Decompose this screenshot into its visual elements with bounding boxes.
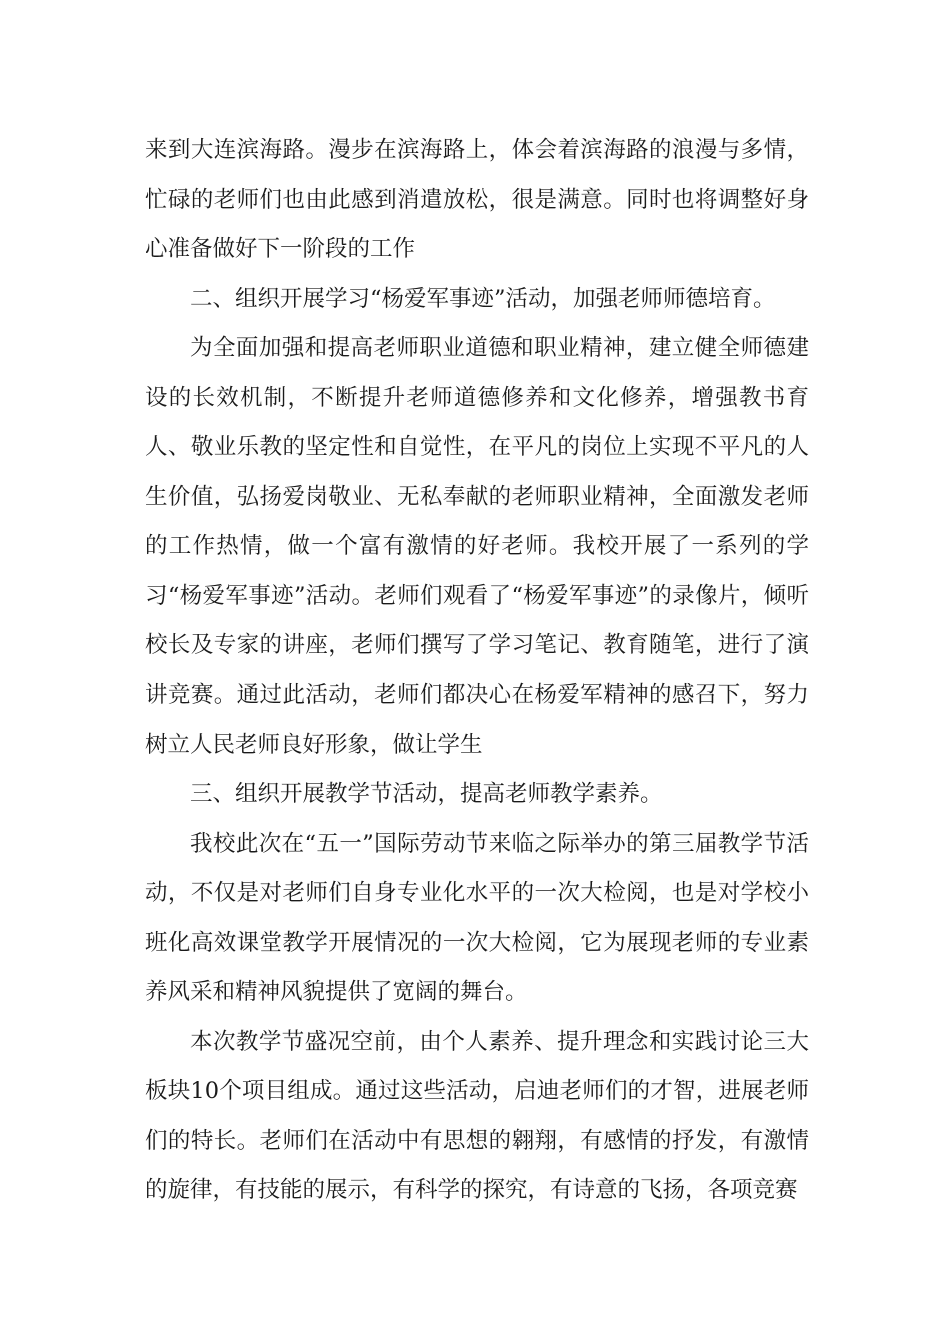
document-body (145, 126, 809, 1216)
section-heading: 二、组织开展学习“杨爱军事迹”活动，加强老师师德培育。 (190, 285, 776, 312)
body-paragraph: 来到大连滨海路。漫步在滨海路上，体会着滨海路的浪漫与多情，忙碌的老师们也由此感到消遣放松，很是满意。同时也将调整好身心准备做好下一阶段的工作 (145, 137, 809, 263)
section-heading: 三、组织开展教学节活动，提高老师教学素养。 (190, 781, 663, 808)
body-paragraph: 为全面加强和提高老师职业道德和职业精神，建立健全师德建设的长效机制，不断提升老师道德修养和文化修养，增强教书育人、敬业乐教的坚定性和自觉性，在平凡的岗位上实现不平凡的人生价值，弘扬爱岗敬业、无私奉献的老师职业精神，全面激发老师的工作热情，做一个富有激情的好老师。我校开展了一系列的学习“杨爱军事迹”活动。老师们观看了“杨爱军事迹”的录像片，倾听校长及专家的讲座，老师们撰写了学习笔记、教育随笔，进行了演讲竞赛。通过此活动，老师们都决心在杨爱军精神的感召下，努力树立人民老师良好形象，做让学生 (145, 335, 809, 758)
body-paragraph: 本次教学节盛况空前，由个人素养、提升理念和实践讨论三大板块10个项目组成。通过这些活动，启迪老师们的才智，进展老师们的特长。老师们在活动中有思想的翱翔，有感情的抒发，有激情的旋律，有技能的展示，有科学的探究，有诗意的飞扬，各项竞赛 (145, 1028, 809, 1204)
body-paragraph: 我校此次在“五一”国际劳动节来临之际举办的第三届教学节活动，不仅是对老师们自身专业化水平的一次大检阅，也是对学校小班化高效课堂教学开展情况的一次大检阅，它为展现老师的专业素养风采和精神风貌提供了宽阔的舞台。 (145, 830, 809, 1006)
